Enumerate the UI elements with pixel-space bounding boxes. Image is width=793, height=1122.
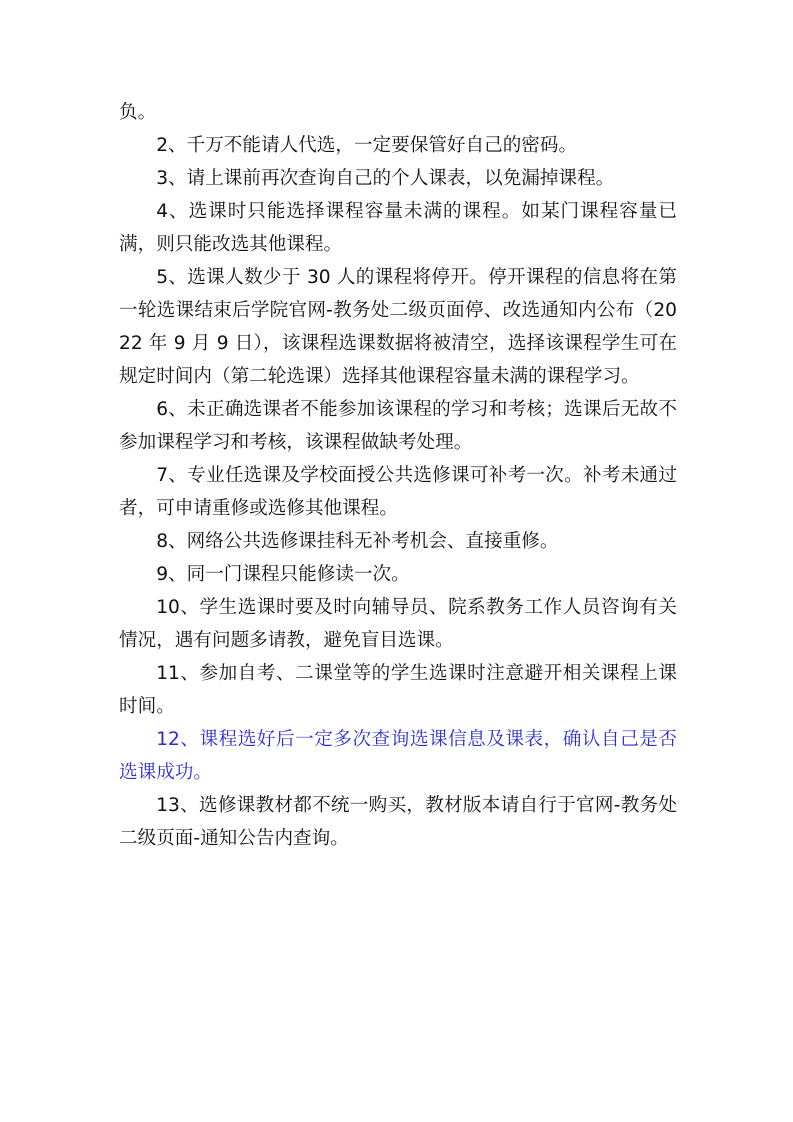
document-body [119,96,677,855]
rule-item-9: 9、同一门课程只能修读一次。 [156,564,410,585]
rule-item-6: 6、未正确选课者不能参加该课程的学习和考核；选课后无故不参加课程学习和考核，该课程做缺考处理。 [119,399,677,453]
rule-item-4: 4、选课时只能选择课程容量未满的课程。如某门课程容量已满，则只能改选其他课程。 [119,201,677,255]
rule-item-3: 3、请上课前再次查询自己的个人课表，以免漏掉课程。 [156,168,615,189]
rule-item-2: 2、千万不能请人代选，一定要保管好自己的密码。 [156,135,578,156]
rule-item-11: 11、参加自考、二课堂等的学生选课时注意避开相关课程上课时间。 [119,663,677,717]
rule-item-10: 10、学生选课时要及时向辅导员、院系教务工作人员咨询有关情况，遇有问题多请教，避免盲目选课。 [119,597,677,651]
rule-item-13: 13、选修课教材都不统一购买，教材版本请自行于官网-教务处二级页面-通知公告内查询。 [119,795,677,849]
rule-item-7: 7、专业任选课及学校面授公共选修课可补考一次。补考未通过者，可申请重修或选修其他课程。 [119,465,677,519]
rule-item-5: 5、选课人数少于 30 人的课程将停开。停开课程的信息将在第一轮选课结束后学院官网-教务处二级页面停、改选通知内公布（2022 年 9 月 9 日），该课程选课数据将被清空，选择该课程学生可在规定时间内（第二轮选课）选择其他课程容量未满的课程学习。 [119,267,677,387]
rule-item-12-highlighted: 12、课程选好后一定多次查询选课信息及课表，确认自己是否选课成功。 [119,729,677,783]
paragraph-continuation: 负。 [119,102,157,123]
rule-item-8: 8、网络公共选修课挂科无补考机会、直接重修。 [156,531,559,552]
